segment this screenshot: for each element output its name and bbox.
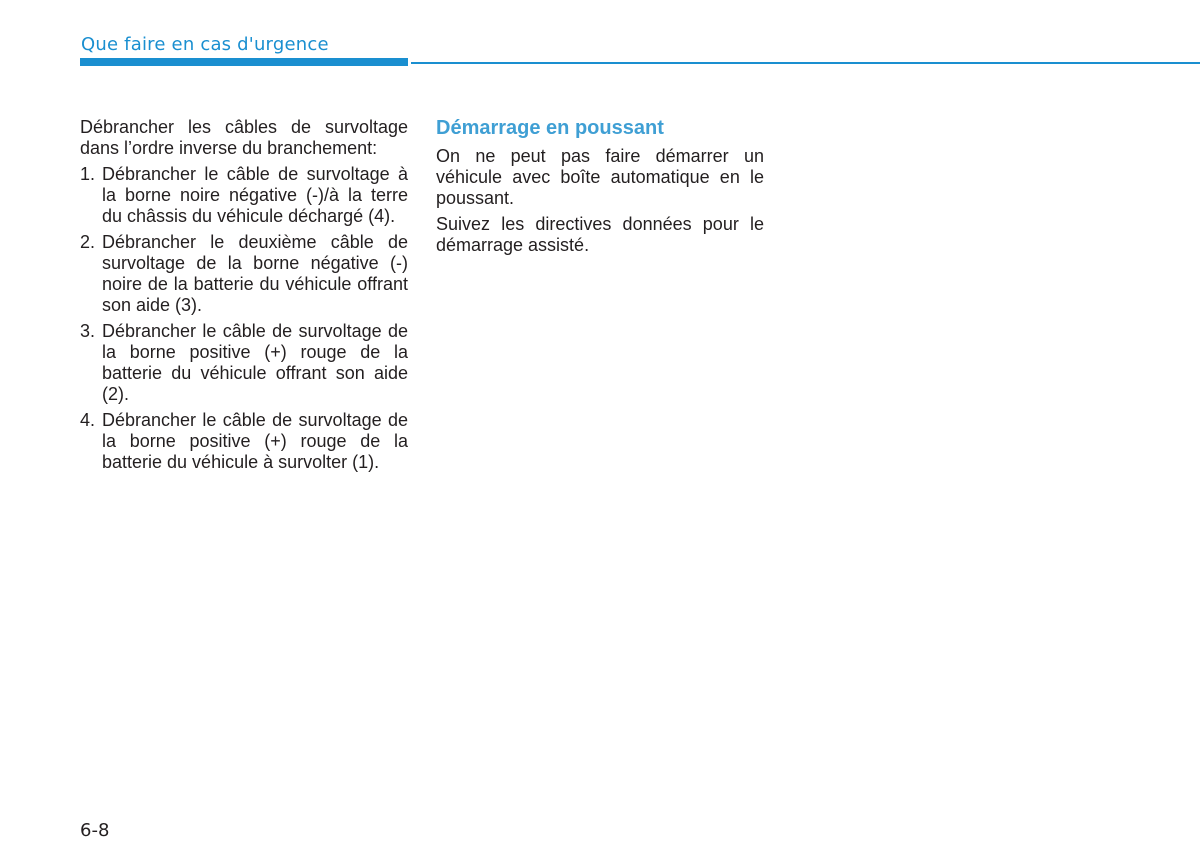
header-divider-thin — [411, 62, 1200, 64]
disconnect-steps-list — [80, 164, 408, 473]
step-number: 3. — [80, 321, 96, 341]
step-number: 1. — [80, 164, 96, 184]
intro-paragraph: Débrancher les câbles de survoltage dans l’ordre inverse du branchement: — [80, 117, 408, 158]
list-item — [80, 164, 408, 227]
list-item — [80, 321, 408, 405]
right-column — [436, 117, 764, 261]
step-number: 4. — [80, 410, 96, 430]
page-number: 6-8 — [80, 820, 110, 841]
section-heading: Démarrage en poussant — [436, 117, 664, 139]
step-text: Débrancher le câble de survoltage à la borne noire négative (-)/à la terre du châssis du véhicule déchargé (4). — [102, 164, 408, 226]
list-item — [80, 410, 408, 473]
header-title: Que faire en cas d'urgence — [81, 34, 329, 55]
header-divider-thick — [80, 58, 408, 66]
left-column — [80, 117, 408, 478]
step-text: Débrancher le deuxième câble de survoltage de la borne négative (-) noire de la batterie du véhicule offrant son aide (3). — [102, 232, 408, 315]
list-item — [80, 232, 408, 316]
step-text: Débrancher le câble de survoltage de la borne positive (+) rouge de la batterie du véhicule à survolter (1). — [102, 410, 408, 472]
step-number: 2. — [80, 232, 96, 252]
push-start-paragraph: On ne peut pas faire démarrer un véhicule avec boîte automatique en le poussant. — [436, 146, 764, 208]
assisted-start-paragraph: Suivez les directives données pour le démarrage assisté. — [436, 214, 764, 255]
step-text: Débrancher le câble de survoltage de la borne positive (+) rouge de la batterie du véhicule offrant son aide (2). — [102, 321, 408, 404]
